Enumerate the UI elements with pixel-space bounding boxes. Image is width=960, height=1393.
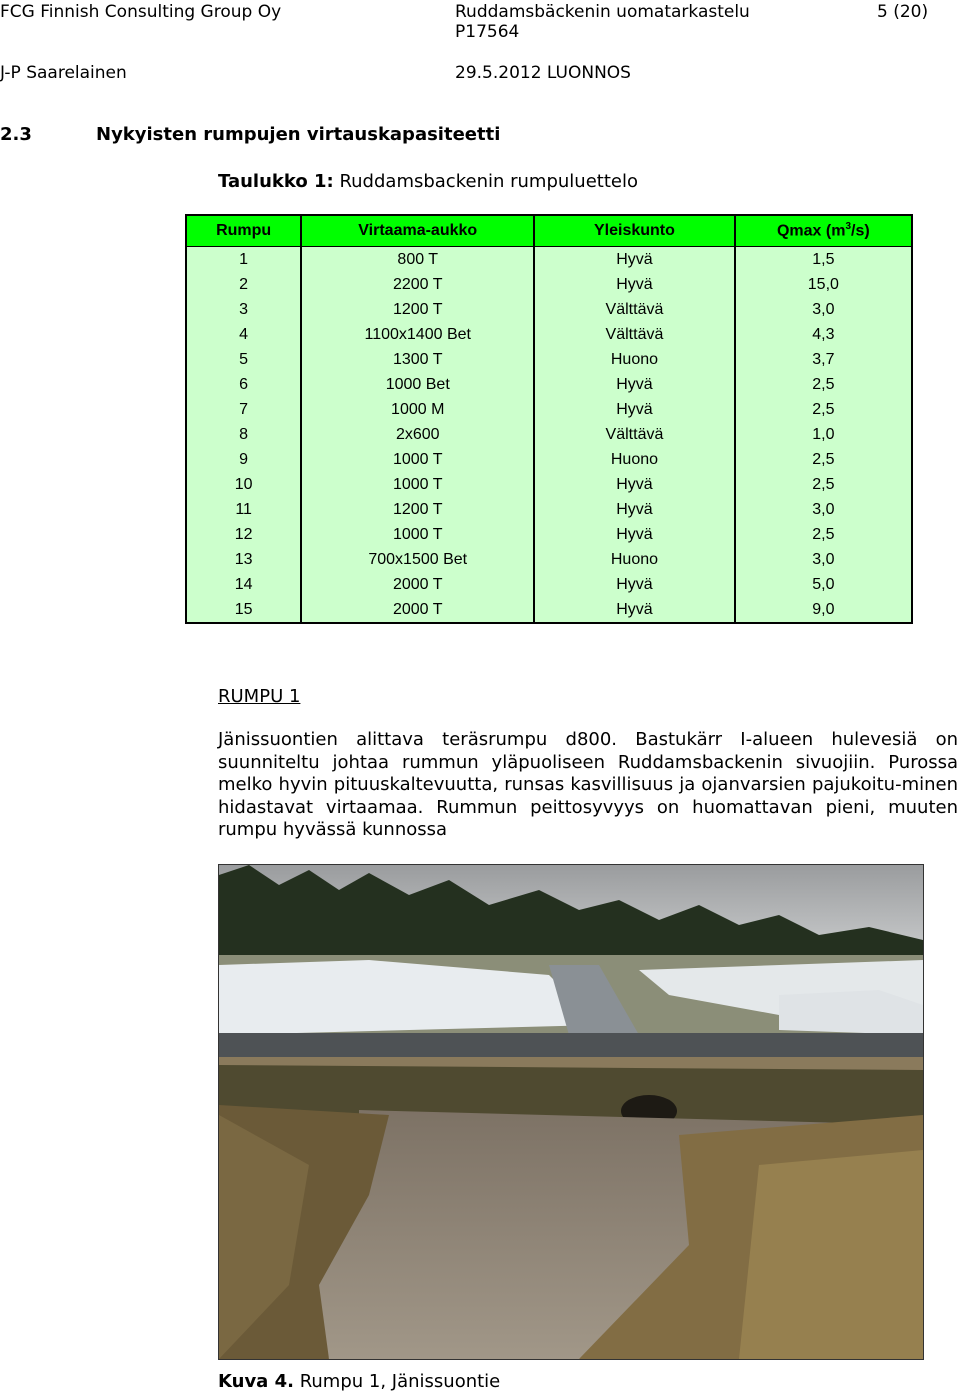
section-title: Nykyisten rumpujen virtauskapasiteetti	[96, 124, 501, 145]
table-row	[186, 522, 912, 547]
cell-rumpu: 12	[186, 522, 301, 547]
table-row	[186, 447, 912, 472]
cell-yleiskunto: Hyvä	[534, 272, 734, 297]
cell-qmax: 4,3	[735, 322, 912, 347]
table-row	[186, 497, 912, 522]
table-row	[186, 572, 912, 597]
cell-yleiskunto: Välttävä	[534, 297, 734, 322]
cell-virtaama-aukko: 1000 Bet	[301, 372, 534, 397]
cell-yleiskunto: Välttävä	[534, 322, 734, 347]
cell-qmax: 9,0	[735, 597, 912, 623]
cell-qmax: 2,5	[735, 522, 912, 547]
cell-yleiskunto: Hyvä	[534, 247, 734, 273]
cell-rumpu: 14	[186, 572, 301, 597]
cell-rumpu: 6	[186, 372, 301, 397]
header-qmax	[735, 215, 912, 247]
cell-qmax: 2,5	[735, 397, 912, 422]
section-heading	[0, 124, 500, 145]
cell-qmax: 3,0	[735, 547, 912, 572]
cell-rumpu: 2	[186, 272, 301, 297]
table-row	[186, 547, 912, 572]
table-row	[186, 322, 912, 347]
cell-qmax: 2,5	[735, 447, 912, 472]
figure-caption	[218, 1371, 500, 1392]
cell-qmax: 1,0	[735, 422, 912, 447]
culvert-photo	[218, 864, 924, 1360]
author-name: J-P Saarelainen	[0, 63, 127, 83]
table-row	[186, 272, 912, 297]
cell-yleiskunto: Hyvä	[534, 572, 734, 597]
cell-qmax: 3,7	[735, 347, 912, 372]
table-row	[186, 297, 912, 322]
table-row	[186, 397, 912, 422]
cell-rumpu: 5	[186, 347, 301, 372]
cell-qmax: 3,0	[735, 297, 912, 322]
header-qmax-exponent: 3	[845, 221, 852, 233]
figure-caption-text: Rumpu 1, Jänissuontie	[299, 1371, 501, 1392]
cell-rumpu: 3	[186, 297, 301, 322]
cell-yleiskunto: Hyvä	[534, 397, 734, 422]
cell-yleiskunto: Huono	[534, 347, 734, 372]
table-row	[186, 372, 912, 397]
table-caption	[218, 171, 638, 192]
table-row	[186, 347, 912, 372]
project-code: P17564	[455, 22, 520, 42]
rumpu-1-heading: RUMPU 1	[218, 686, 301, 707]
header-rumpu: Rumpu	[186, 215, 301, 247]
table-caption-text: Ruddamsbackenin rumpuluettelo	[339, 171, 638, 192]
cell-virtaama-aukko: 1000 T	[301, 522, 534, 547]
cell-virtaama-aukko: 800 T	[301, 247, 534, 273]
table-row	[186, 247, 912, 273]
cell-rumpu: 11	[186, 497, 301, 522]
section-number: 2.3	[0, 124, 32, 145]
cell-virtaama-aukko: 2200 T	[301, 272, 534, 297]
cell-yleiskunto: Hyvä	[534, 372, 734, 397]
cell-yleiskunto: Hyvä	[534, 597, 734, 623]
cell-rumpu: 4	[186, 322, 301, 347]
table-caption-label: Taulukko 1:	[218, 171, 334, 192]
cell-virtaama-aukko: 2000 T	[301, 572, 534, 597]
cell-qmax: 3,0	[735, 497, 912, 522]
cell-rumpu: 7	[186, 397, 301, 422]
cell-qmax: 1,5	[735, 247, 912, 273]
cell-yleiskunto: Huono	[534, 447, 734, 472]
document-title: Ruddamsbäckenin uomatarkastelu	[455, 2, 750, 22]
table-row	[186, 597, 912, 623]
header-qmax-unit: /s)	[851, 222, 870, 240]
cell-yleiskunto: Hyvä	[534, 497, 734, 522]
table-header-row	[186, 215, 912, 247]
cell-qmax: 2,5	[735, 372, 912, 397]
company-name: FCG Finnish Consulting Group Oy	[0, 2, 282, 22]
cell-rumpu: 8	[186, 422, 301, 447]
cell-virtaama-aukko: 1000 T	[301, 447, 534, 472]
cell-virtaama-aukko: 1200 T	[301, 297, 534, 322]
culvert-table	[185, 214, 913, 624]
cell-yleiskunto: Hyvä	[534, 472, 734, 497]
cell-yleiskunto: Välttävä	[534, 422, 734, 447]
cell-rumpu: 9	[186, 447, 301, 472]
cell-yleiskunto: Huono	[534, 547, 734, 572]
cell-qmax: 5,0	[735, 572, 912, 597]
header-yleiskunto: Yleiskunto	[534, 215, 734, 247]
table-row	[186, 472, 912, 497]
cell-rumpu: 1	[186, 247, 301, 273]
cell-qmax: 2,5	[735, 472, 912, 497]
header-virtaama-aukko: Virtaama-aukko	[301, 215, 534, 247]
figure-label: Kuva 4.	[218, 1371, 294, 1392]
header-qmax-text: Qmax (m	[776, 222, 846, 240]
cell-virtaama-aukko: 2x600	[301, 422, 534, 447]
cell-virtaama-aukko: 1000 M	[301, 397, 534, 422]
cell-virtaama-aukko: 2000 T	[301, 597, 534, 623]
table-row	[186, 422, 912, 447]
rumpu-1-description: Jänissuontien alittava teräsrumpu d800. Bastukärr I-alueen hulevesiä on suunniteltu johtaa rummun yläpuoliseen Ruddamsbackenin sivuojiin. Purossa melko hyvin pituuskaltevuutta, runsas kasvillisuus ja ojanvarsien pajukoitu-minen hidastavat virtaamaa. Rummun peittosyvyys on huomattavan pieni, muuten rumpu hyvässä kunnossa	[218, 729, 958, 840]
cell-virtaama-aukko: 1200 T	[301, 497, 534, 522]
cell-yleiskunto: Hyvä	[534, 522, 734, 547]
cell-virtaama-aukko: 1100x1400 Bet	[301, 322, 534, 347]
cell-qmax: 15,0	[735, 272, 912, 297]
cell-virtaama-aukko: 1000 T	[301, 472, 534, 497]
date-status: 29.5.2012 LUONNOS	[455, 63, 631, 83]
cell-virtaama-aukko: 1300 T	[301, 347, 534, 372]
cell-rumpu: 13	[186, 547, 301, 572]
cell-rumpu: 15	[186, 597, 301, 623]
page-number: 5 (20)	[877, 2, 929, 22]
cell-rumpu: 10	[186, 472, 301, 497]
cell-virtaama-aukko: 700x1500 Bet	[301, 547, 534, 572]
